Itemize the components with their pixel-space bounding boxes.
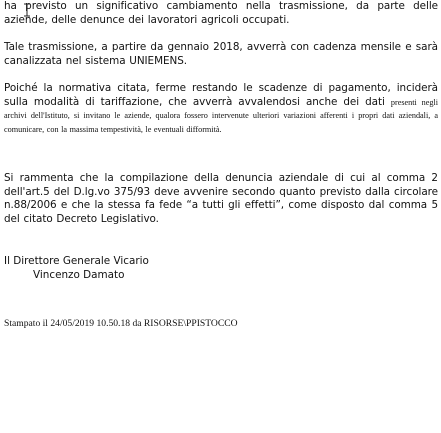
paragraph-intro: ha previsto un significativo cambiamento nella trasmissione, da parte delle aziende, delle denunce dei lavoratori agricoli occupati. bbox=[4, 0, 438, 26]
paragraph-tariffazione bbox=[4, 82, 438, 136]
print-stamp: Stampato il 24/05/2019 10.50.18 da RISORSE\PPISTOCCO bbox=[4, 318, 238, 329]
signature-block bbox=[4, 255, 149, 282]
signature-name: Vincenzo Damato bbox=[33, 268, 125, 281]
paragraph-transmission: Tale trasmissione, a partire da gennaio 2018, avverrà con cadenza mensile e sarà canalizzata nel sistema UNIEMENS. bbox=[4, 41, 438, 67]
paragraph-reminder: Si rammenta che la compilazione della denuncia aziendale di cui al comma 2 dell'art.5 del D.lg.vo 375/93 deve avvenire secondo quanto previsto dalla circolare n.88/2006 e che la stessa fa fede “a tutti gli effetti”, come disposto dal comma 5 del citato Decreto Legislativo. bbox=[4, 172, 438, 225]
text-cursor-icon bbox=[23, 3, 31, 17]
paragraph-tariffazione-small: presenti negli archivi dell'Istituto, si invitano le aziende, qualora fossero intervenute ulteriori variazioni afferenti i propri dati aziendali, a comunicare, con la massima tempestività, le eventuali difformità. bbox=[4, 97, 439, 134]
signature-role: Il Direttore Generale Vicario bbox=[4, 255, 149, 267]
paragraph-tariffazione-main: Poiché la normativa citata, ferme restando le scadenze di pagamento, inciderà sulla modalità di tariffazione, che avverrà avvalendosi anche dei dati bbox=[4, 82, 438, 108]
